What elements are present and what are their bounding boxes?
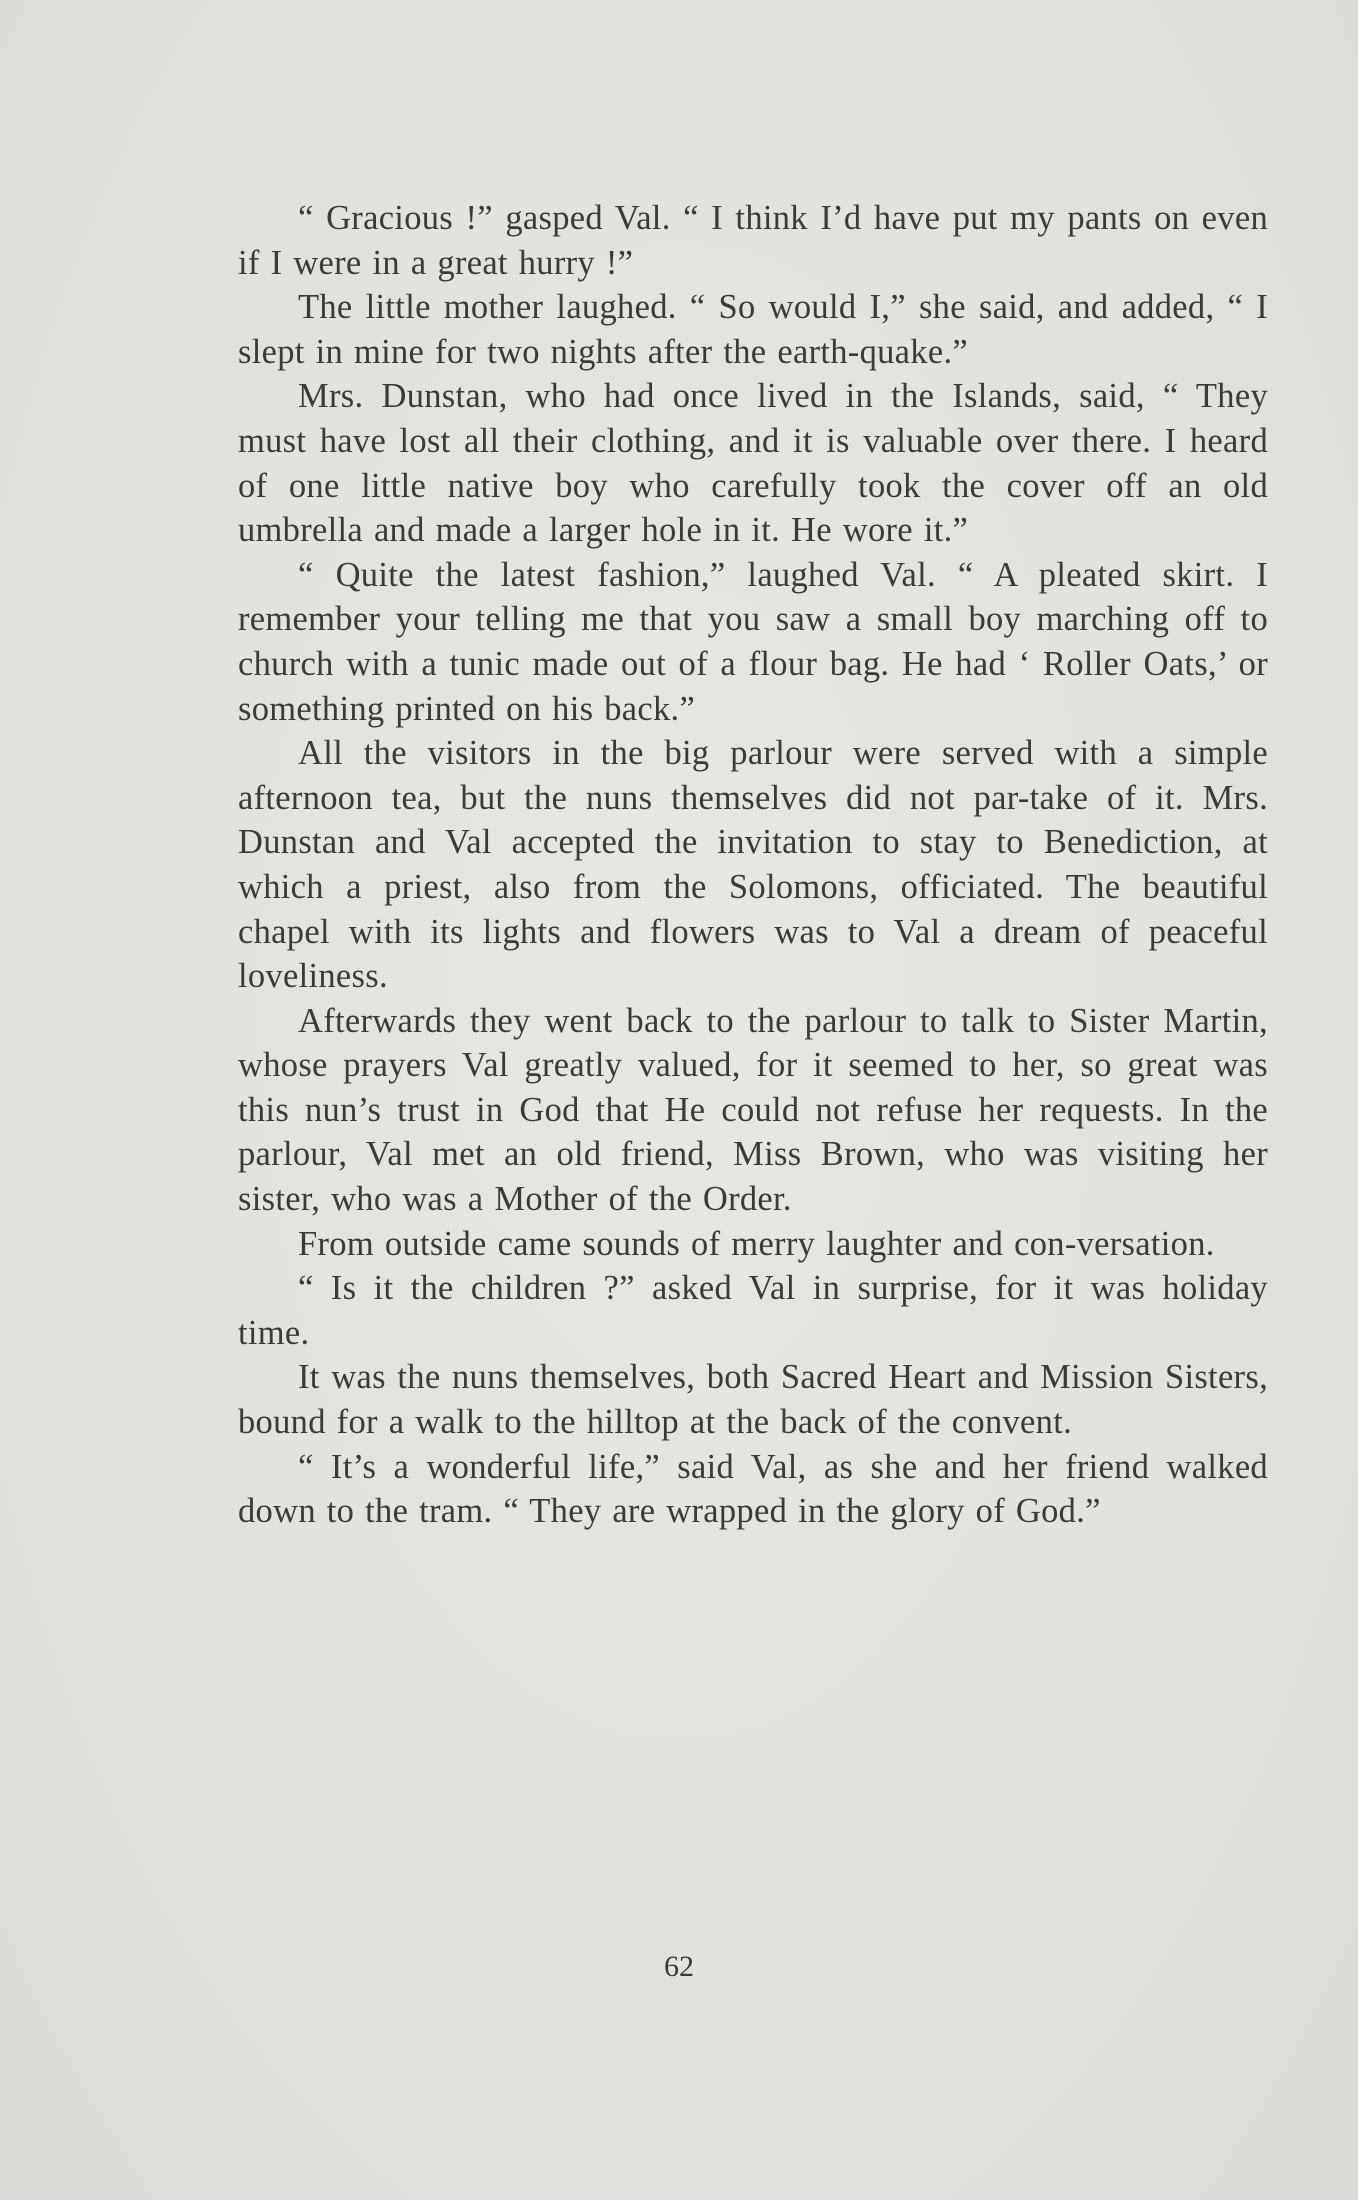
paragraph-10: “ It’s a wonderful life,” said Val, as she and her friend walked down to the tram. “ They are wrapped in the glory of God.” xyxy=(238,1447,1268,1531)
paragraph-3: Mrs. Dunstan, who had once lived in the Islands, said, “ They must have lost all their clothing, and it is valuable over there. I heard of one little native boy who carefully took the cover off an old umbrella and made a larger hole in it. He wore it.” xyxy=(238,377,1268,550)
page-number: 62 xyxy=(664,1950,694,1983)
paragraph-5: All the visitors in the big parlour were served with a simple afternoon tea, but the nuns themselves did not par-take of it. Mrs. Dunstan and Val accepted the invitation to stay to Benediction, at which a priest, also from the Solomons, officiated. The beautiful chapel with its lights and flowers was to Val a dream of peaceful loveliness. xyxy=(238,734,1268,996)
paragraph-6: Afterwards they went back to the parlour to talk to Sister Martin, whose prayers Val greatly valued, for it seemed to her, so great was this nun’s trust in God that He could not refuse her requests. In the parlour, Val met an old friend, Miss Brown, who was visiting her sister, who was a Mother of the Order. xyxy=(238,1001,1268,1219)
paragraph-8: “ Is it the children ?” asked Val in surprise, for it was holiday time. xyxy=(238,1269,1268,1352)
paragraph-4: “ Quite the latest fashion,” laughed Val. “ A pleated skirt. I remember your telling me that you saw a small boy marching off to church with a tunic made out of a flour bag. He had ‘ Roller Oats,’ or something printed on his back.” xyxy=(238,555,1268,728)
paragraph-9: It was the nuns themselves, both Sacred Heart and Mission Sisters, bound for a walk to the hilltop at the back of the convent. xyxy=(238,1358,1268,1442)
paragraph-1: “ Gracious !” gasped Val. “ I think I’d have put my pants on even if I were in a great hurry !” xyxy=(238,199,1268,282)
body-text xyxy=(238,196,1268,1534)
paragraph-2: The little mother laughed. “ So would I,” she said, and added, “ I slept in mine for two nights after the earth-quake.” xyxy=(238,288,1268,371)
paragraph-7: From outside came sounds of merry laughter and con-versation. xyxy=(298,1224,1215,1263)
